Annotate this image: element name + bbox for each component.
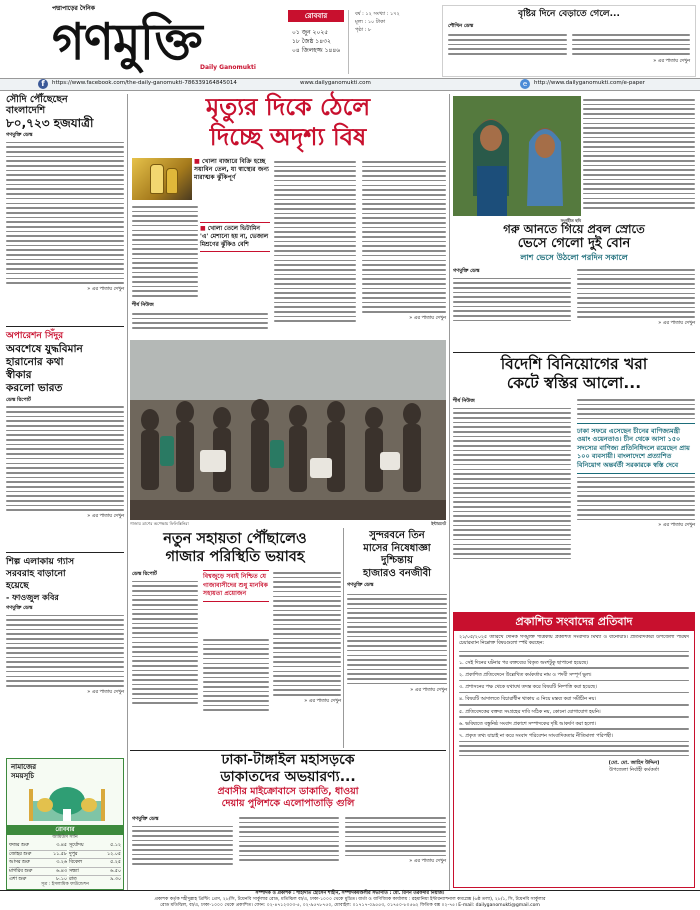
sindoor-kicker: অপারেশন সিঁদুর: [6, 331, 64, 341]
gaza-body-col-3: [273, 569, 341, 749]
lead-pull-quote-1: [194, 158, 270, 182]
corner-headline: বৃষ্টির দিনে বেড়াতে গেলে...: [518, 9, 620, 19]
protibad-point-text: প্রকাশিত প্রতিবেদনে উল্লেখিত কর্মকর্তার নাম ও পদবী সম্পূর্ণ ভুল।: [465, 672, 592, 679]
prayer-row: [9, 859, 67, 868]
protibad-point: ৩. প্রশাসনের পক্ষ থেকে যথাযথ তদন্ত করে বিষয়টি নিষ্পত্তি করা হয়েছে।: [459, 684, 689, 693]
facebook-icon: f: [38, 79, 48, 89]
column-rule: [127, 94, 128, 890]
gaza-headline-1: নতুন সহায়তা পৌঁছালেও: [163, 531, 307, 547]
lead-pull-text-2: খোলা তেলে ভিটামিন 'এ' মেশানো হয় না, ভেজাল মিশ্রণের ঝুঁকিও বেশি: [200, 225, 269, 248]
protibad-point: ৭. প্রকৃত তথ্য যাচাই না করে সংবাদ পরিবেশন সাংবাদিকতার নীতিমালা পরিপন্থী।: [459, 733, 689, 742]
divider: [6, 326, 124, 327]
prayer-time: ৮.১০: [56, 877, 67, 882]
masthead-tagline: পদ্মাপাড়ের দৈনিক: [52, 5, 95, 12]
sindoor-headline-1: অবশেষে যুদ্ধবিমান: [6, 342, 83, 355]
prayer-row: [9, 868, 67, 877]
lead-headline-2: দিচ্ছে অদৃশ্য বিষ: [209, 123, 367, 151]
gas-headline-1: শিল্প এলাকায় গ্যাস: [6, 557, 75, 567]
lead-byline-wrap: [132, 300, 268, 311]
quote-bullet-icon: ■: [200, 225, 208, 232]
dhaka-byline: গণমুক্তি ডেস্ক: [132, 816, 159, 822]
footer-imprint: [0, 891, 700, 910]
girls-story-col: [583, 96, 695, 216]
protibad-sign-name: (মো. মো. জাহিদ উদ্দিন): [608, 760, 660, 767]
prayer-name: এশা শুরু: [9, 877, 27, 882]
prayer-name: ফজর শুরু: [9, 843, 29, 848]
prayer-row: [69, 868, 121, 877]
girls-headline-1: গরু আনতে গিয়ে প্রবল স্রোতে: [503, 222, 645, 236]
invest-more-link[interactable]: » এর পাতায় দেখুন: [658, 523, 695, 529]
prayer-row: [69, 842, 121, 851]
sindoor-headline-2: হারানোর কথা: [6, 355, 64, 368]
gas-headline-2: সরবরাহ বাড়ানো: [6, 569, 66, 579]
divider: [6, 552, 124, 553]
quote-bullet-icon: ■: [194, 158, 203, 165]
invest-headline-2: কেটে স্বস্তির আলো...: [506, 374, 642, 392]
prayer-time: ৩.৪৫: [56, 843, 67, 848]
protibad-list: [459, 660, 689, 742]
logo[interactable]: গণমুক্তি: [52, 12, 202, 71]
protibad-intro: ২১/০৫/২০২৫ তারিখে দৈনিক গণমুক্তি পত্রিকায় প্রকাশিত সংবাদটি মিথ্যা ও বানোয়াট। প্রতিবাদকারী উপজেলা পরিষদ চেয়ারম্যান নিম্নোক্ত বিষয়গুলো স্পষ্ট করছেন:: [459, 635, 689, 647]
gas-byline: গণমুক্তি ডেস্ক: [6, 605, 33, 611]
girls-subheadline: লাশ ভেসে উঠলো পরদিন সকালে: [520, 253, 628, 262]
sindoor-byline: ডেস্ক রিপোর্ট: [6, 396, 31, 403]
footer-line-3: রোড মতিঝিল, বা/এ, ঢাকা-১০০০ থেকে প্রকাশিত। ফোন: ০২-৪৭১২৩০৩-৫, ০২-৯৫৭৮৭৫০, মোবাইল: ০১৭১৭-০৯৫৫৩, ০১৭৫০-৮০৫৬২ ফিতিক বক্স ০২-৭৫। E-mail: dailyganomukti@gmail.com: [160, 903, 540, 909]
prayer-rows-1: [9, 842, 67, 884]
protibad-point: ৬. ভবিষ্যতে বস্তুনিষ্ঠ সংবাদ প্রকাশে সম্পাদকের দৃষ্টি আকর্ষণ করা হলো।: [459, 721, 689, 730]
saudi-headline-3: ৮০,৭২৩ হজযাত্রী: [6, 116, 94, 130]
footer-line-2: প্রকাশক কর্তৃক শহীদুল্লাহ প্রিন্টিং প্রেস, ২৮/সি, টয়েনবি সার্কুলার রোড, মতিঝিল বা/এ, ঢাকা-১০০০ থেকে মুদ্রিত। বার্তা ও বাণিজ্যিক কার্যালয় : রহমানিয়া ইন্টারন্যাশনাল কমপ্লেক্স (৬ষ্ঠ তলা), ২৮/১, সি, টয়েনবি সার্কুলার: [154, 897, 546, 903]
saudi-headline-1: সৌদি পৌঁছেছেন: [6, 94, 68, 105]
prayer-title-1: নামাজের: [11, 763, 37, 771]
prayer-name: জোহর শুরু: [9, 851, 32, 857]
dhaka-headline[interactable]: [130, 752, 446, 810]
lead-headline[interactable]: [130, 92, 446, 154]
protibad-content: [454, 631, 694, 778]
column-rule: [449, 94, 450, 890]
date-english: ০১ জুন ২০২৫: [292, 29, 329, 36]
invest-headline-1: বিদেশি বিনিয়োগের খরা: [500, 355, 648, 373]
dhaka-headline-4: দেয়ায় পুলিশকে এলোপাতাড়ি গুলি: [221, 798, 355, 809]
prayer-time: ১১.৫৮: [53, 851, 67, 857]
website-link[interactable]: www.dailyganomukti.com: [300, 80, 371, 86]
protibad-title: প্রকাশিত সংবাদের প্রতিবাদ: [454, 613, 694, 631]
prayer-time: ৫.১২: [110, 843, 121, 848]
lead-byline: শীর্ষ নিউজ: [132, 302, 154, 308]
sindoor-body: [6, 406, 124, 511]
prayer-row: [69, 851, 121, 860]
sisters-photo-credit: সংগৃহীত ছবি: [560, 218, 581, 223]
saudi-headline-2: বাংলাদেশি: [6, 105, 46, 116]
prayer-name: বিকেল: [69, 860, 82, 865]
sundarban-more-link[interactable]: » এর পাতায় দেখুন: [410, 688, 447, 694]
prayer-row: [69, 859, 121, 868]
protibad-point-text: প্রতিবেদকের বক্তব্য সংগ্রহের দাবি সঠিক নয়, কোনো যোগাযোগ হয়নি।: [465, 708, 601, 715]
gaza-photo-caption-bar: [130, 521, 446, 526]
saudi-story[interactable]: [6, 94, 124, 324]
corner-byline: শৌখিন ডেস্ক: [448, 22, 474, 29]
logo-subtitle: Daily Ganomukti: [200, 64, 256, 71]
date-arabic: ০৪ জিলহজ্জ ১৪৪৬: [292, 47, 341, 54]
prayer-time: ৯.৩০: [110, 877, 121, 882]
gaza-body-col-2: [203, 636, 269, 746]
prayer-name: রাত: [69, 877, 77, 882]
dhaka-headline-1: ঢাকা-টাঙ্গাইল মহাসড়কে: [221, 752, 355, 768]
oil-bottle-photo: [132, 158, 192, 200]
protibad-box[interactable]: [453, 612, 695, 888]
corner-story[interactable]: [442, 5, 696, 77]
gaza-crowd-photo: [130, 340, 446, 520]
lead-body-col-2: [274, 158, 356, 338]
sundarban-story[interactable]: [347, 530, 447, 748]
prayer-time: ৩.২৬: [56, 860, 67, 865]
facebook-link[interactable]: https://www.facebook.com/the-daily-ganomukti-786339164845014: [52, 80, 237, 86]
sindoor-story[interactable]: [6, 331, 124, 551]
invest-pull-quote: ঢাকা সফরে এসেছেন চীনের বাণিজ্যমন্ত্রী ওয়াং ওয়েনতাও। চীন থেকে আসা ১৫০ সদস্যের বাণিজ্য প্রতিনিধিদলে রয়েছেন প্রায় ১০০ ব্যবসায়ী। বাংলাদেশে প্রত্যাশিত বিনিয়োগ অন্তর্বর্তী সরকারকে স্বস্তি দেবে: [577, 423, 695, 474]
gaza-byline: ডেস্ক রিপোর্ট: [132, 571, 157, 577]
column-rule: [343, 528, 344, 748]
prayer-row: [9, 851, 67, 860]
girls-headline[interactable]: [453, 222, 695, 263]
crowd-illustration: [130, 340, 446, 520]
sindoor-headline-3: স্বীকার: [6, 368, 32, 381]
sindoor-headline-4: করলো ভারত: [6, 381, 63, 394]
footer-line-1: সম্পাদক ও প্রকাশক : শাহাদাত হোসেন শাহীন, সম্পাদকমণ্ডলীর সভাপতি : মো. রিপন তরফদার নিয়াজ।: [255, 891, 445, 896]
protibad-point: ২. প্রকাশিত প্রতিবেদনে উল্লেখিত কর্মকর্তার নাম ও পদবী সম্পূর্ণ ভুল।: [459, 672, 689, 681]
sindoor-more-link[interactable]: » এর পাতায় দেখুন: [87, 514, 124, 520]
mosque-icon: [27, 781, 107, 823]
dhaka-headline-3: প্রবাসীর মাইক্রোবাসে ডাকাতি, ধাওয়া: [217, 786, 359, 797]
protibad-point-text: বিষয়টি আদালতে বিচারাধীন থাকায় এ নিয়ে মন্তব্য করা সমীচীন নয়।: [465, 696, 597, 703]
dhaka-body: [132, 814, 446, 888]
prayer-title-2: সময়সূচি: [11, 772, 35, 780]
sundarban-headline-2: মাসের নিষেধাজ্ঞা: [363, 542, 431, 554]
prayer-source: সূত্র : ইসলামিক ফাউন্ডেশন: [41, 882, 89, 888]
invest-byline: শীর্ষ নিউজ: [453, 398, 475, 404]
lead-pull-quote-2: [200, 222, 270, 252]
protibad-point-text: প্রশাসনের পক্ষ থেকে যথাযথ তদন্ত করে বিষয়টি নিষ্পত্তি করা হয়েছে।: [465, 684, 597, 691]
invest-body: [453, 396, 695, 608]
sisters-illustration: [453, 96, 581, 216]
prayer-name: সূর্যোদয়: [69, 843, 84, 848]
prayer-time: ৫.২৫: [110, 860, 121, 865]
dhaka-more-link[interactable]: » এর পাতায় দেখুন: [409, 859, 447, 865]
gas-headline-3: হয়েছে: [6, 581, 29, 591]
day-badge: রোববার: [288, 10, 344, 22]
gaza-caption: গাজায় ত্রাণের অপেক্ষায় ফিলিস্তিনিরা: [130, 521, 189, 526]
protibad-point: ৪. বিষয়টি আদালতে বিচারাধীন থাকায় এ নিয়ে মন্তব্য করা সমীচীন নয়।: [459, 696, 689, 705]
girls-headline-2: ভেসে গেলো দুই বোন: [517, 236, 631, 251]
gaza-body-col-1: [132, 569, 198, 749]
gaza-headline-2: গাজার পরিস্থিতি ভয়াবহ: [165, 549, 305, 565]
protibad-point-text: সেই দিনের ঘটনার পর বক্তব্যের বিকৃত অংশটুকু ছাপানো হয়েছে।: [465, 659, 589, 666]
gas-body: [6, 615, 124, 687]
date-bangla: ১৮ জৈষ্ঠ ১৪৩২: [292, 38, 331, 45]
lead-pull-text-1: খোলা বাজারে বিক্রি হচ্ছে সয়াবিন তেল, যা স্বাস্থ্যের জন্য মারাত্মক ঝুঁকিপূর্ণ: [194, 158, 269, 181]
girls-body: [453, 266, 695, 348]
saudi-body: [6, 142, 124, 284]
protibad-sign-title: উপজেলা নির্বাহী কর্মকর্তা: [609, 767, 659, 774]
prayer-name: মাগরিব শুরু: [9, 868, 33, 874]
corner-more-link[interactable]: » এর পাতায় দেখুন: [653, 58, 690, 64]
prayer-time: ৬.৪৩: [56, 868, 67, 874]
prayer-time: ৬.৫০: [110, 868, 121, 874]
protibad-signature: [579, 760, 689, 774]
prayer-name: দুপুর: [69, 851, 78, 857]
sundarban-headline-1: সুন্দরবনে তিন: [369, 530, 425, 541]
saudi-more-link[interactable]: » এর পাতায় দেখুন: [87, 286, 124, 292]
prayer-date: জামিউস সানি: [52, 835, 78, 840]
protibad-point: ৫. প্রতিবেদকের বক্তব্য সংগ্রহের দাবি সঠিক নয়, কোনো যোগাযোগ হয়নি।: [459, 709, 689, 718]
lead-body-col-1: [132, 203, 198, 313]
prayer-times-box: [6, 758, 124, 890]
saudi-byline: গণমুক্তি ডেস্ক: [6, 132, 33, 138]
globe-icon: e: [520, 79, 530, 89]
lead-more-link[interactable]: » এর পাতায় দেখুন: [409, 315, 446, 321]
divider: [130, 750, 446, 751]
girls-more-link[interactable]: » এর পাতায় দেখুন: [658, 320, 695, 326]
gas-headline-4: - ফাওজুল কবির: [6, 593, 59, 602]
gaza-more-link[interactable]: » এর পাতায় দেখুন: [304, 698, 341, 704]
girls-byline: গণমুক্তি ডেস্ক: [453, 268, 480, 274]
gaza-credit: ইন্টারনেট: [431, 521, 446, 526]
protibad-point-text: প্রকৃত তথ্য যাচাই না করে সংবাদ পরিবেশন সাংবাদিকতার নীতিমালা পরিপন্থী।: [465, 733, 613, 739]
gaza-headline[interactable]: [130, 530, 340, 566]
gaza-pull-quote: বিশ্বজুড়ে সবাই নিশ্চিত যে গাজাবাসীদের শুধু মানবিক সহায়তা প্রয়োজন: [203, 570, 269, 602]
prayer-row: [9, 842, 67, 851]
prayer-day: রোববার: [7, 825, 123, 835]
sisters-photo: [453, 96, 581, 216]
page-count: পৃষ্ঠা : ৮: [355, 27, 372, 33]
issue-number: বর্ষ : ১২ সংখ্যা : ১৭২: [355, 11, 400, 17]
gas-story[interactable]: [6, 556, 124, 756]
sundarban-body: [347, 591, 447, 688]
sundarban-headline-3: দুশ্চিন্তায়: [381, 555, 413, 566]
prayer-rows-2: [69, 842, 121, 884]
protibad-point: ১. সেই দিনের ঘটনার পর বক্তব্যের বিকৃত অংশটুকু ছাপানো হয়েছে।: [459, 660, 689, 669]
price: মূল্য : ১০ টাকা: [355, 19, 386, 25]
lead-body-col-1b: [132, 310, 268, 338]
prayer-name: সন্ধ্যা: [69, 868, 79, 874]
invest-headline[interactable]: [453, 355, 695, 393]
epaper-link[interactable]: http://www.dailyganomukti.com/e-paper: [534, 80, 645, 86]
issue-info: [348, 10, 438, 74]
date-block: [292, 28, 340, 55]
divider: [453, 352, 695, 353]
lead-headline-1: মৃত্যুর দিকে ঠেলে: [205, 93, 371, 121]
sundarban-headline-4: হাজারও বনজীবী: [362, 567, 432, 579]
lead-body-col-3: [362, 158, 446, 338]
prayer-title: [11, 763, 65, 781]
prayer-time: ১২.০৫: [107, 851, 121, 857]
prayer-name: আসর শুরু: [9, 860, 30, 865]
gas-more-link[interactable]: » এর পাতায় দেখুন: [87, 689, 124, 695]
sundarban-byline: গণমুক্তি ডেস্ক: [347, 582, 374, 588]
protibad-point-text: ভবিষ্যতে বস্তুনিষ্ঠ সংবাদ প্রকাশে সম্পাদকের দৃষ্টি আকর্ষণ করা হলো।: [465, 720, 596, 727]
dhaka-headline-2: ডাকাতদের অভয়ারণ্য...: [220, 769, 356, 785]
